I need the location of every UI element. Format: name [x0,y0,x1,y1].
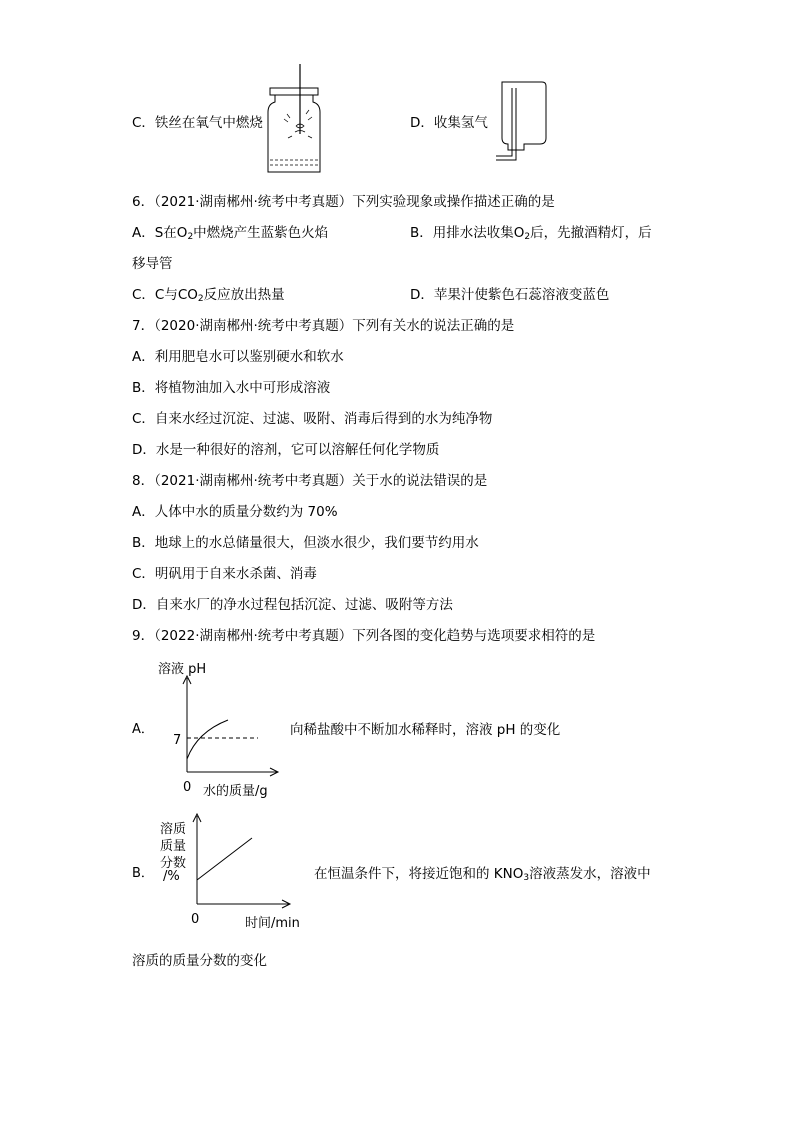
q9a-origin: 0 [183,780,192,795]
q9a-ph-graph [150,674,285,780]
q9a-y-axis-label: 溶液 pH [158,662,207,677]
q6-option-b: B．用排水法收集$O_2$后，先撤酒精灯，后 [410,225,652,242]
q9b-origin: 0 [191,912,200,927]
q9-stem: 9．（2022·湖南郴州·统考中考真题）下列各图的变化趋势与选项要求相符的是 [132,628,596,644]
q6-option-b-cont: 移导管 [132,256,173,272]
q9b-description-cont: 溶质的质量分数的变化 [132,953,267,969]
q9a-description: 向稀盐酸中不断加水稀释时，溶液 pH 的变化 [290,722,561,738]
q9a-x-axis-label: 水的质量/g [203,784,268,799]
option-c-iron-burning: C．铁丝在氧气中燃烧 [132,115,263,131]
q7-option-d: D．水是一种很好的溶剂，它可以溶解任何化学物质 [132,442,440,458]
q6-stem: 6．（2021·湖南郴州·统考中考真题）下列实验现象或操作描述正确的是 [132,194,555,210]
q9b-y-axis-label-2: 质量 [160,839,187,854]
q9b-mass-fraction-graph [190,812,300,912]
q7-option-b: B．将植物油加入水中可形成溶液 [132,380,331,396]
q8-option-d: D．自来水厂的净水过程包括沉淀、过滤、吸附等方法 [132,597,453,613]
q9b-option-label: B． [132,866,154,881]
q6-option-c: C．C与$CO_2$反应放出热量 [132,287,285,304]
jar-iron-burning-illustration [266,64,326,176]
q9a-option-label: A． [132,722,154,737]
q9a-tick-7: 7 [173,733,182,748]
option-d-collect-hydrogen: D．收集氢气 [410,115,488,131]
q9b-description: 在恒温条件下，将接近饱和的 $KNO_3$溶液蒸发水，溶液中 [314,866,651,883]
q8-stem: 8．（2021·湖南郴州·统考中考真题）关于水的说法错误的是 [132,473,488,489]
q9b-y-axis-label-4: /% [163,869,180,884]
q7-option-a: A．利用肥皂水可以鉴别硬水和软水 [132,349,344,365]
q8-option-c: C．明矾用于自来水杀菌、消毒 [132,566,317,582]
q9b-y-axis-label-3: 分数 [160,856,187,871]
q8-option-a: A．人体中水的质量分数约为 70% [132,504,338,520]
bottle-collect-gas-illustration [494,78,550,170]
q9b-y-axis-label-1: 溶质 [160,822,187,837]
q7-option-c: C．自来水经过沉淀、过滤、吸附、消毒后得到的水为纯净物 [132,411,493,427]
q8-option-b: B．地球上的水总储量很大，但淡水很少，我们要节约用水 [132,535,479,551]
q9b-x-axis-label: 时间/min [245,916,300,931]
q6-option-d: D．苹果汁使紫色石蕊溶液变蓝色 [410,287,610,303]
q6-option-a: A．S在$O_2$中燃烧产生蓝紫色火焰 [132,225,329,242]
q7-stem: 7．（2020·湖南郴州·统考中考真题）下列有关水的说法正确的是 [132,318,515,334]
